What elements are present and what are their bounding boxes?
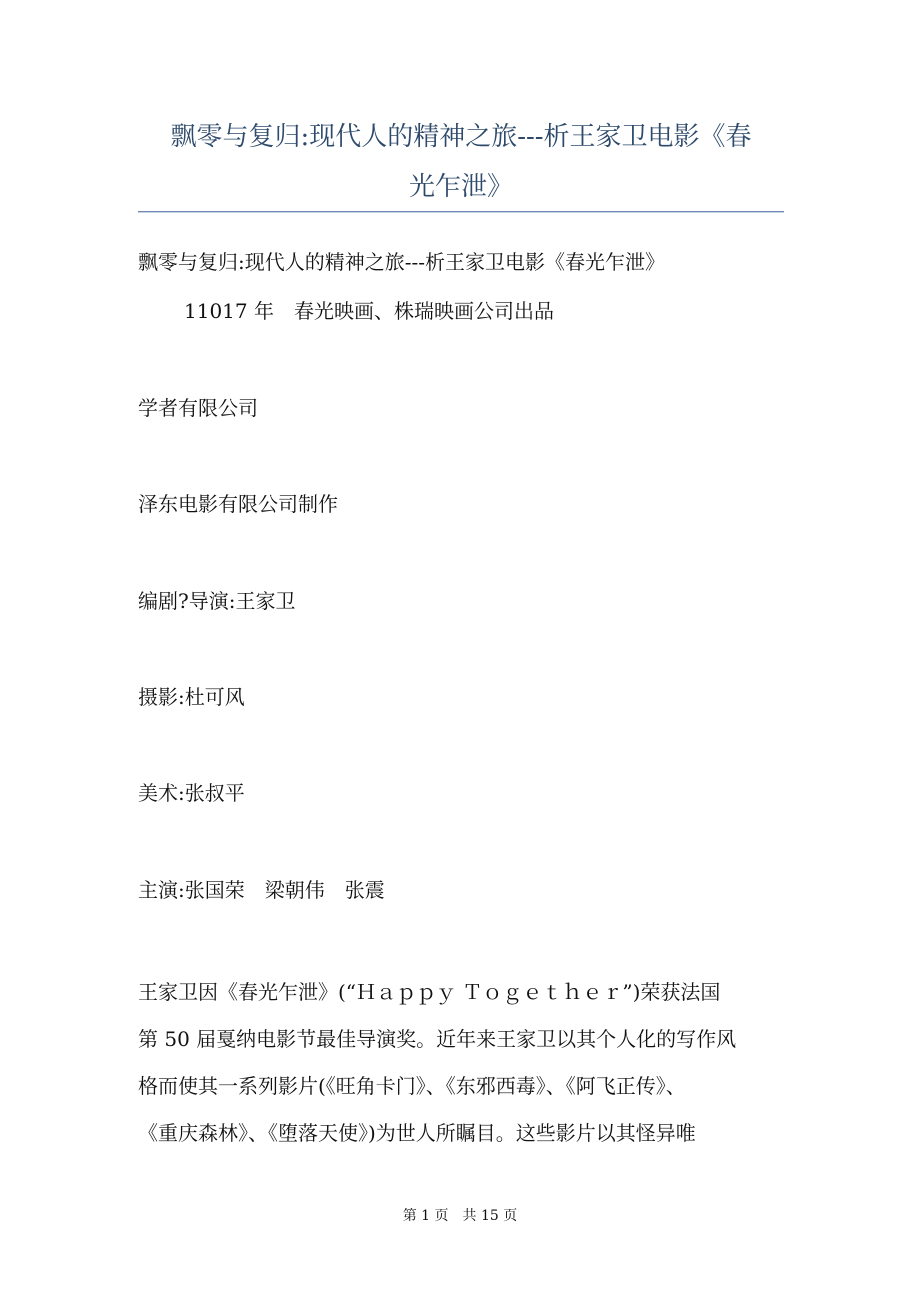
production-year-line: 11017 年 春光映画、株瑞映画公司出品 bbox=[184, 299, 554, 323]
paragraph-line: 王家卫因《春光乍泄》(“Ｈａｐｐｙ Ｔｏｇｅｔｈｅｒ”)荣获法国 bbox=[138, 980, 721, 1004]
body-paragraph bbox=[138, 969, 784, 1157]
director-line: 编剧?导演:王家卫 bbox=[138, 589, 296, 613]
paragraph-line: 第 50 届戛纳电影节最佳导演奖。近年来王家卫以其个人化的写作风 bbox=[138, 1027, 737, 1051]
company-line: 学者有限公司 bbox=[138, 396, 258, 420]
document-title-line-1: 飘零与复归:现代人的精神之旅---析王家卫电影《春 bbox=[170, 122, 752, 152]
producer-line: 泽东电影有限公司制作 bbox=[138, 492, 338, 516]
title-divider bbox=[138, 211, 784, 213]
document-title-line-2: 光乍泄》 bbox=[408, 172, 513, 202]
subtitle-line: 飘零与复归:现代人的精神之旅---析王家卫电影《春光乍泄》 bbox=[138, 250, 666, 274]
cast-line: 主演:张国荣 梁朝伟 张震 bbox=[138, 878, 385, 902]
document-title bbox=[138, 112, 784, 212]
cinematography-line: 摄影:杜可风 bbox=[138, 685, 245, 709]
paragraph-line: 格而使其一系列影片(《旺角卡门》、《东邪西毒》、《阿飞正传》、 bbox=[138, 1074, 686, 1098]
page-footer bbox=[0, 1206, 920, 1226]
page-number: 第 1 页 共 15 页 bbox=[402, 1208, 518, 1224]
paragraph-line: 《重庆森林》、《堕落天使》)为世人所瞩目。这些影片以其怪异唯 bbox=[138, 1121, 696, 1145]
art-direction-line: 美术:张叔平 bbox=[138, 781, 245, 805]
